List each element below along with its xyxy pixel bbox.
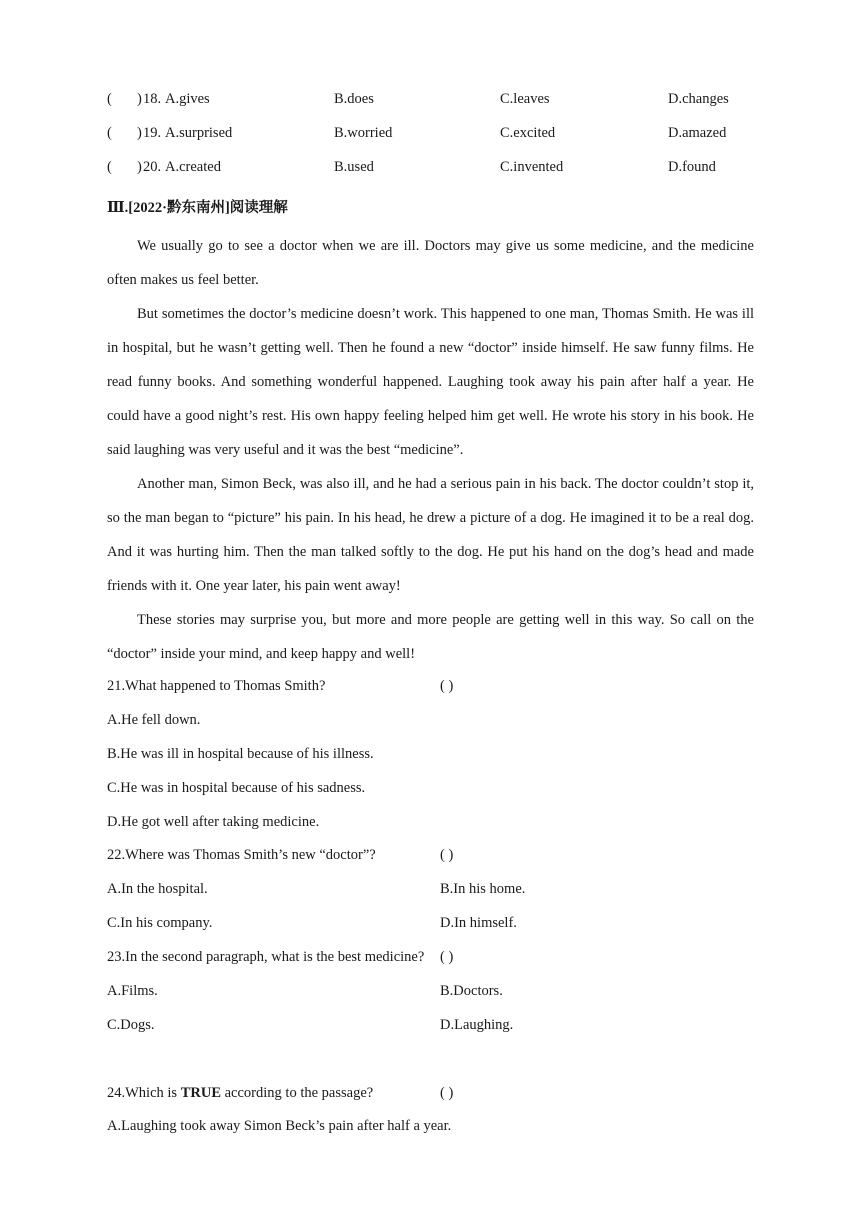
choice-18-paren-open: (	[107, 91, 112, 107]
choice-19-c: C.excited	[500, 125, 556, 141]
question-22-option-b: B.In his home.	[440, 881, 526, 897]
reading-passage	[107, 229, 754, 671]
question-22-option-d: D.In himself.	[440, 915, 517, 931]
choice-18-b: B.does	[334, 91, 374, 107]
question-24-answer-bracket[interactable]: ( )	[440, 1085, 454, 1101]
choice-18-d: D.changes	[668, 91, 729, 107]
question-22-answer-bracket[interactable]: ( )	[440, 847, 454, 863]
passage-paragraph-4: These stories may surprise you, but more and more people are getting well in this way. So call on the “doctor” inside your mind, and keep happy and well!	[107, 612, 754, 662]
section-heading: Ⅲ.[2022·黔东南州]阅读理解	[107, 200, 288, 216]
question-23-option-d: D.Laughing.	[440, 1017, 514, 1033]
passage-paragraph-3: Another man, Simon Beck, was also ill, and he had a serious pain in his back. The doctor couldn’t stop it, so the man began to “picture” his pain. In his head, he drew a picture of a dog. He imagined it to be a real dog. And it was hurting him. Then the man talked softly to the dog. He put his hand on the dog’s head and made friends with it. One year later, his pain went away!	[107, 476, 754, 594]
question-23: 23.In the second paragraph, what is the best medicine?	[107, 949, 425, 965]
question-23-option-c: C.Dogs.	[107, 1017, 155, 1033]
choice-18-paren-close: )	[137, 91, 142, 107]
choice-19-paren-close: )	[137, 125, 142, 141]
choice-19-number: 19.	[143, 125, 162, 141]
choice-20-paren-close: )	[137, 159, 142, 175]
question-21-option-d: D.He got well after taking medicine.	[107, 814, 320, 830]
choice-18-number: 18.	[143, 91, 162, 107]
question-23-answer-bracket[interactable]: ( )	[440, 949, 454, 965]
choice-20-number: 20.	[143, 159, 162, 175]
choice-18-a: A.gives	[165, 91, 210, 107]
question-24-text-bold: TRUE	[180, 1085, 221, 1101]
choice-19-a: A.surprised	[165, 125, 233, 141]
question-22-option-a: A.In the hospital.	[107, 881, 208, 897]
question-22-option-c: C.In his company.	[107, 915, 213, 931]
question-21-option-c: C.He was in hospital because of his sadness.	[107, 780, 366, 796]
passage-paragraph-1: We usually go to see a doctor when we are ill. Doctors may give us some medicine, and the medicine often makes us feel better.	[107, 238, 754, 288]
question-24-option-a: A.Laughing took away Simon Beck’s pain after half a year.	[107, 1118, 452, 1134]
choice-20-d: D.found	[668, 159, 716, 175]
choice-20-c: C.invented	[500, 159, 564, 175]
question-21-answer-bracket[interactable]: ( )	[440, 678, 454, 694]
choice-20-a: A.created	[165, 159, 221, 175]
choice-19-b: B.worried	[334, 125, 393, 141]
question-21: 21.What happened to Thomas Smith?	[107, 678, 326, 694]
question-24-text-pre: 24.Which is	[107, 1085, 181, 1101]
choice-20-b: B.used	[334, 159, 374, 175]
question-23-option-b: B.Doctors.	[440, 983, 503, 999]
question-21-option-a: A.He fell down.	[107, 712, 201, 728]
question-24-text-post: according to the passage?	[221, 1085, 374, 1101]
question-21-option-b: B.He was ill in hospital because of his illness.	[107, 746, 374, 762]
choice-20-paren-open: (	[107, 159, 112, 175]
question-22: 22.Where was Thomas Smith’s new “doctor”?	[107, 847, 376, 863]
choice-19-d: D.amazed	[668, 125, 727, 141]
question-23-option-a: A.Films.	[107, 983, 158, 999]
question-24	[107, 1084, 373, 1102]
choice-19-paren-open: (	[107, 125, 112, 141]
passage-paragraph-2: But sometimes the doctor’s medicine doesn’t work. This happened to one man, Thomas Smith. He was ill in hospital, but he wasn’t getting well. Then he found a new “doctor” inside himself. He saw funny films. He read funny books. And something wonderful happened. Laughing took away his pain after half a year. He could have a good night’s rest. His own happy feeling helped him get well. He wrote his story in his book. He said laughing was very useful and it was the best “medicine”.	[107, 306, 754, 458]
choice-18-c: C.leaves	[500, 91, 550, 107]
